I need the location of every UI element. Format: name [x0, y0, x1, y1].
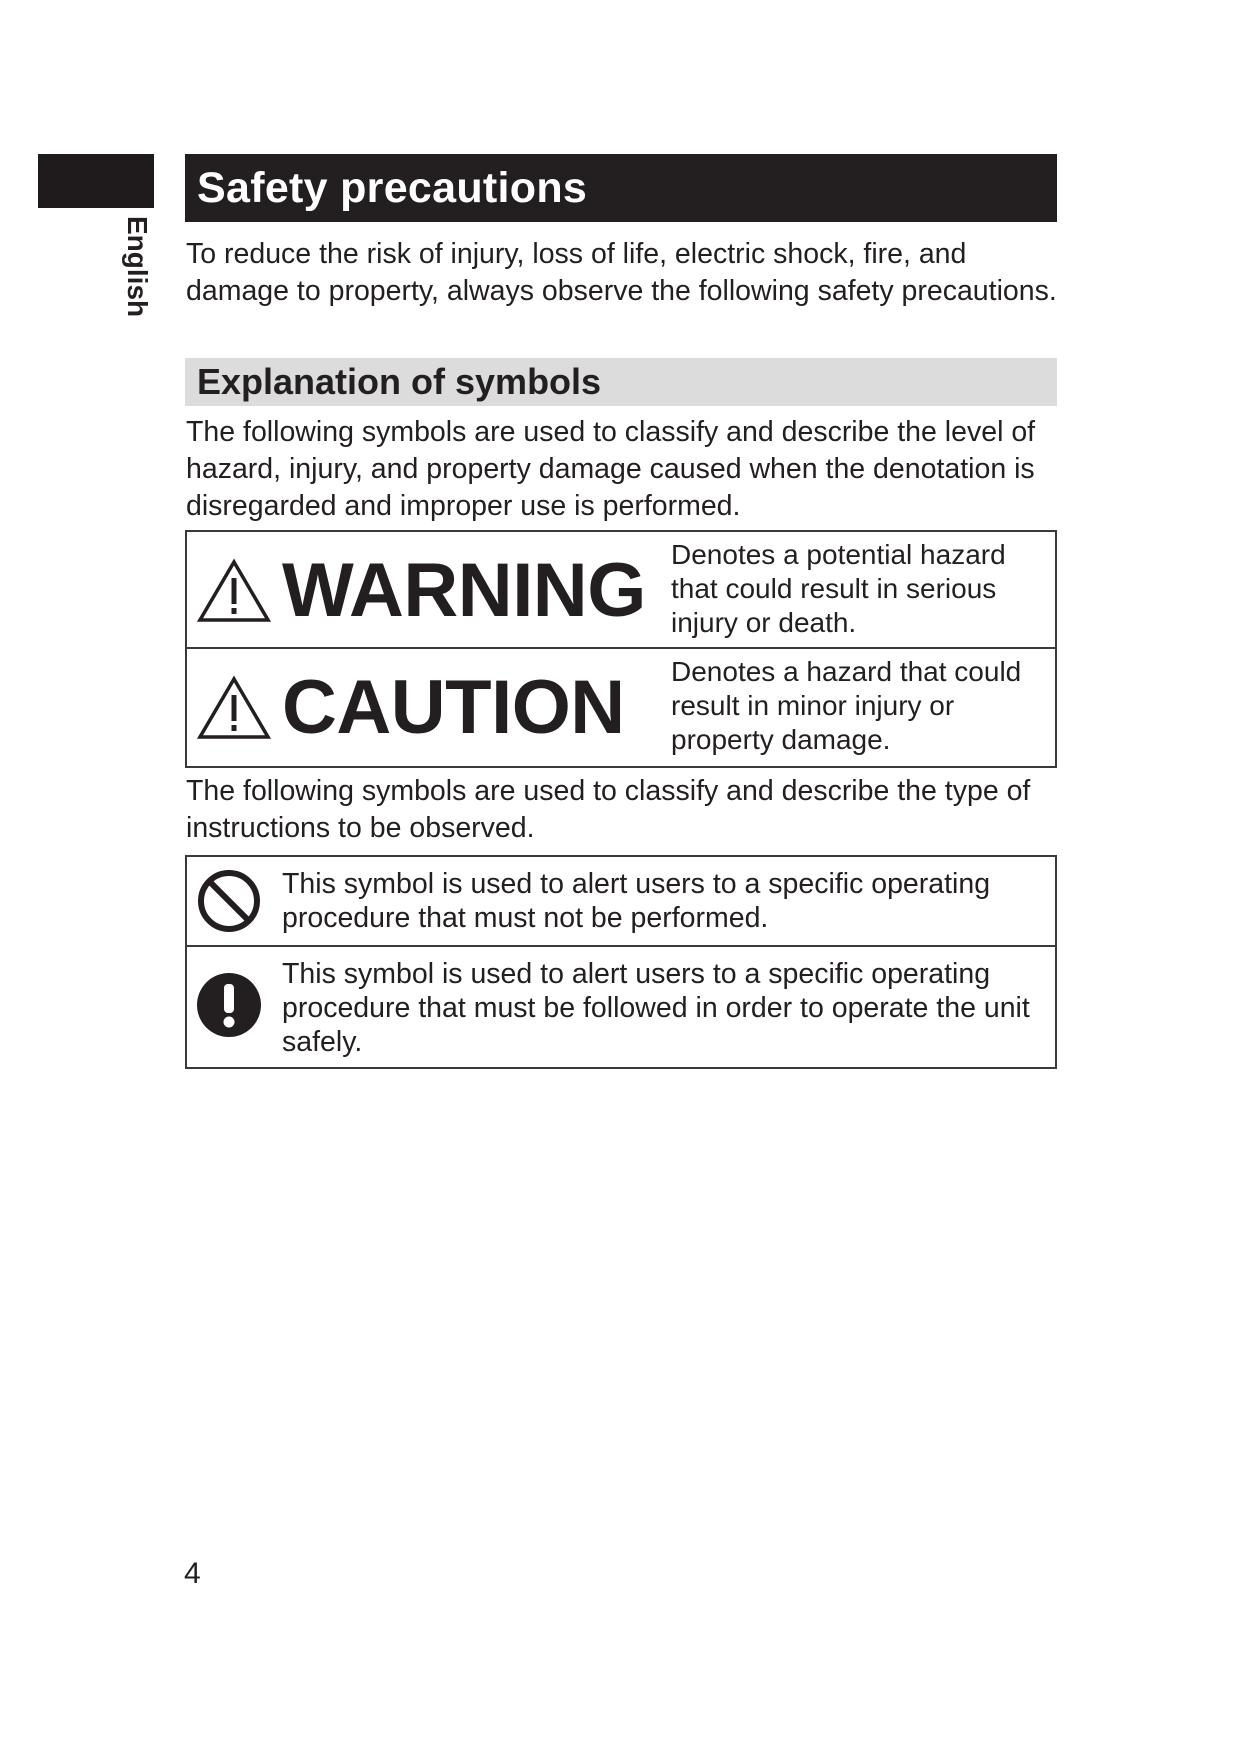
language-label: English [122, 216, 153, 318]
instruction-description-mandatory: This symbol is used to alert users to a specific operating procedure that must be followed in order to operate the unit safely. [282, 958, 1030, 1058]
mandatory-action-icon [195, 971, 263, 1039]
instruction-description-prohibited: This symbol is used to alert users to a specific operating procedure that must not be performed. [282, 868, 991, 934]
prohibition-icon [195, 867, 263, 935]
hazard-row-warning [187, 532, 1055, 649]
section-heading: Explanation of symbols [185, 358, 1057, 406]
hazard-description-caution: Denotes a hazard that could result in minor injury or property damage. [671, 656, 1022, 755]
hazard-description-warning: Denotes a potential hazard that could result in serious injury or death. [671, 539, 1006, 638]
instruction-intro-paragraph: The following symbols are used to classify and describe the type of instructions to be observed. [186, 775, 1031, 844]
warning-triangle-icon [197, 558, 271, 624]
instruction-row-mandatory [187, 947, 1055, 1067]
language-tab-marker [38, 154, 154, 208]
hazard-levels-table [185, 530, 1057, 768]
page-number: 4 [184, 1557, 201, 1590]
signal-word-warning: WARNING [282, 548, 646, 633]
warning-triangle-icon [197, 675, 271, 741]
instruction-types-table [185, 855, 1057, 1069]
hazard-intro-paragraph: The following symbols are used to classify and describe the level of hazard, injury, and property damage caused when the denotation is disregarded and improper use is performed. [186, 416, 1036, 522]
signal-word-caution: CAUTION [282, 665, 625, 750]
intro-paragraph: To reduce the risk of injury, loss of life, electric shock, fire, and damage to property, always observe the following safety precautions. [186, 238, 1057, 307]
hazard-row-caution [187, 649, 1055, 766]
page-title: Safety precautions [185, 154, 1057, 222]
instruction-row-prohibited [187, 857, 1055, 947]
